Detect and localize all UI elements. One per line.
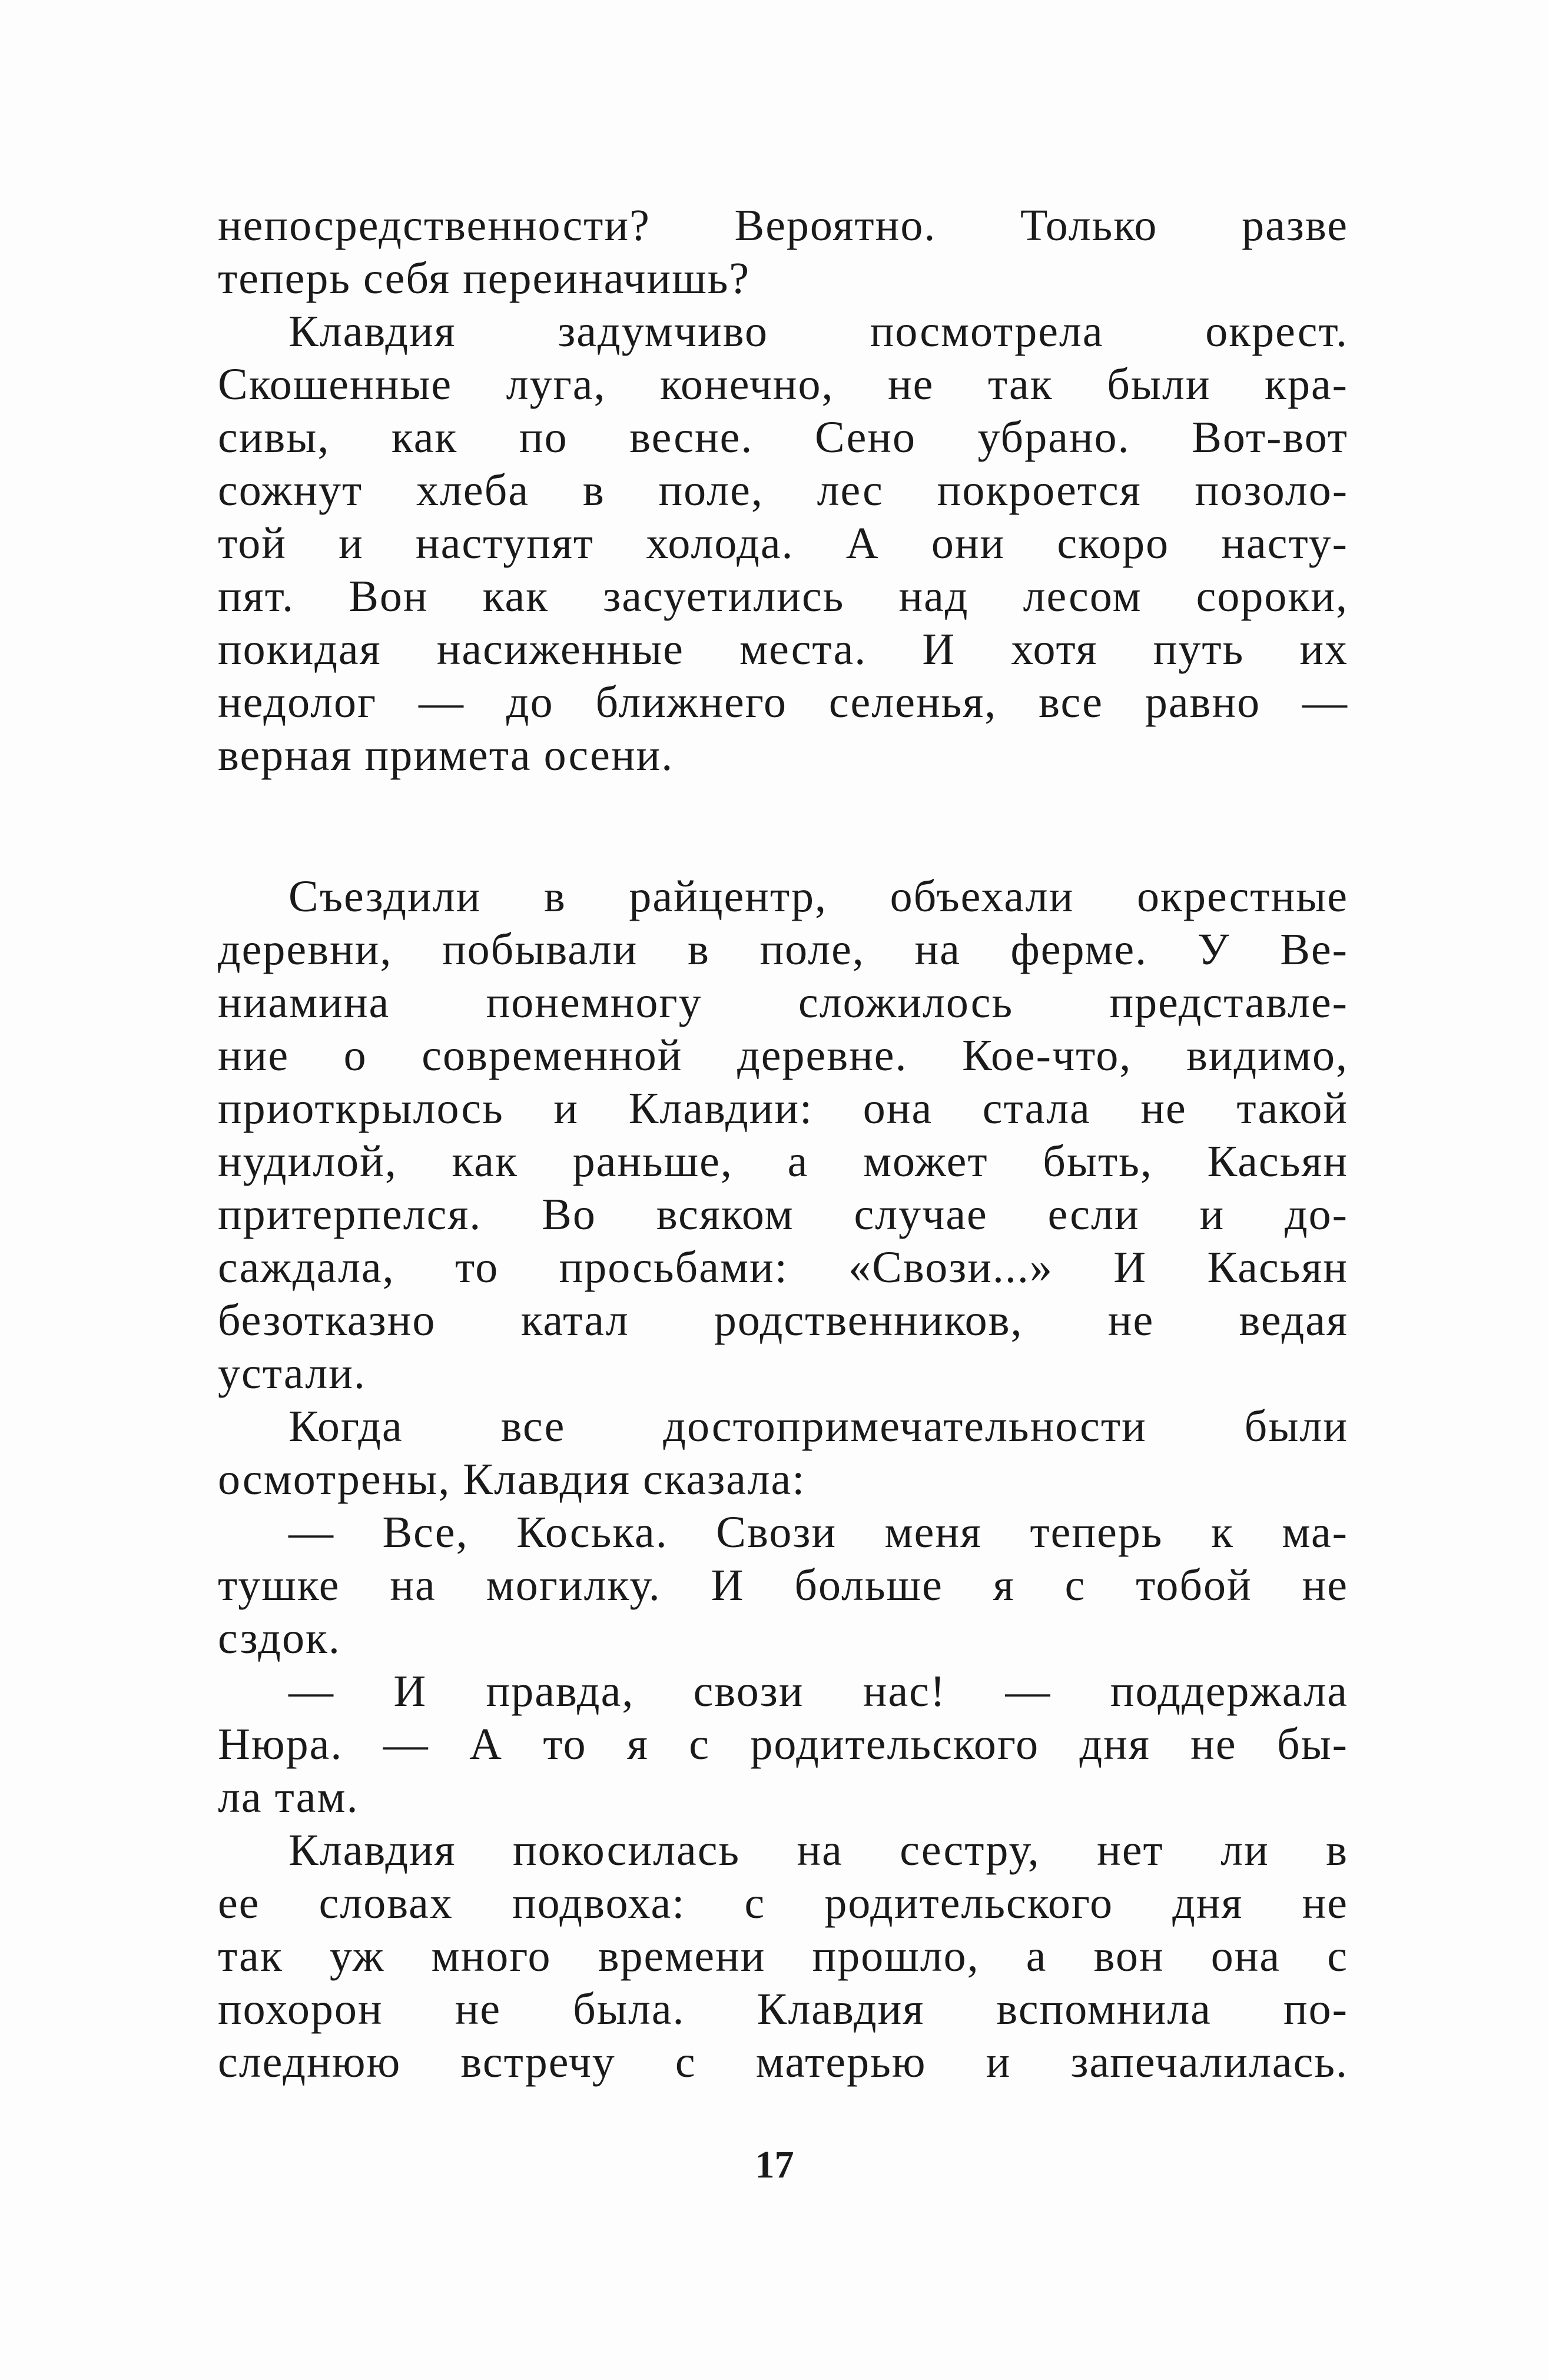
text-block-2 — [218, 870, 1348, 2089]
text-line: безотказно катал родственников, не ведая — [218, 1296, 1348, 1345]
text-line: похорон не была. Клавдия вспомнила по- — [218, 1984, 1348, 2034]
text-line: Нюра. — А то я с родительского дня не бы- — [218, 1720, 1348, 1769]
text-line: теперь себя переиначишь? — [218, 254, 751, 303]
text-line: непосредственности? Вероятно. Только разве — [218, 201, 1348, 250]
text-block-1 — [218, 199, 1348, 782]
text-line: Клавдия задумчиво посмотрела окрест. — [288, 307, 1348, 356]
text-line: ние о современной деревне. Кое-что, видимо, — [218, 1031, 1348, 1080]
text-line: той и наступят холода. А они скоро насту- — [218, 519, 1348, 568]
text-line: ее словах подвоха: с родительского дня не — [218, 1878, 1348, 1928]
text-line: — И правда, свози нас! — поддержала — [288, 1667, 1348, 1716]
page-number: 17 — [755, 2143, 794, 2186]
text-line: ла там. — [218, 1772, 359, 1822]
text-line: пят. Вон как засуетились над лесом сороки, — [218, 572, 1348, 621]
text-line: следнюю встречу с матерью и запечалилась. — [218, 2037, 1348, 2087]
text-line: саждала, то просьбами: «Свози...» И Касьян — [218, 1243, 1348, 1292]
text-line: деревни, побывали в поле, на ферме. У Ве- — [218, 925, 1348, 974]
text-line: недолог — до ближнего селенья, все равно — — [218, 678, 1348, 727]
text-line: — Все, Коська. Свози меня теперь к ма- — [288, 1508, 1348, 1557]
text-line: сивы, как по весне. Сено убрано. Вот-вот — [218, 413, 1348, 462]
text-line: Съездили в райцентр, объехали окрестные — [288, 872, 1348, 921]
text-line: сздок. — [218, 1614, 341, 1663]
text-line: верная примета осени. — [218, 731, 674, 780]
text-line: Скошенные луга, конечно, не так были кра- — [218, 360, 1348, 409]
text-line: осмотрены, Клавдия сказала: — [218, 1455, 806, 1504]
text-line: тушке на могилку. И больше я с тобой не — [218, 1561, 1348, 1610]
text-line: нудилой, как раньше, а может быть, Касьян — [218, 1137, 1348, 1186]
text-line: ниамина понемногу сложилось представле- — [218, 978, 1348, 1027]
text-line: покидая насиженные места. И хотя путь их — [218, 625, 1348, 674]
text-line: притерпелся. Во всяком случае если и до- — [218, 1190, 1348, 1239]
text-line: приоткрылось и Клавдии: она стала не такой — [218, 1084, 1348, 1133]
text-line: так уж много времени прошло, а вон она с — [218, 1931, 1348, 1981]
text-line: Когда все достопримечательности были — [288, 1402, 1348, 1451]
text-line: устали. — [218, 1349, 366, 1398]
text-line: сожнут хлеба в поле, лес покроется позоло- — [218, 466, 1348, 515]
text-line: Клавдия покосилась на сестру, нет ли в — [288, 1825, 1348, 1875]
